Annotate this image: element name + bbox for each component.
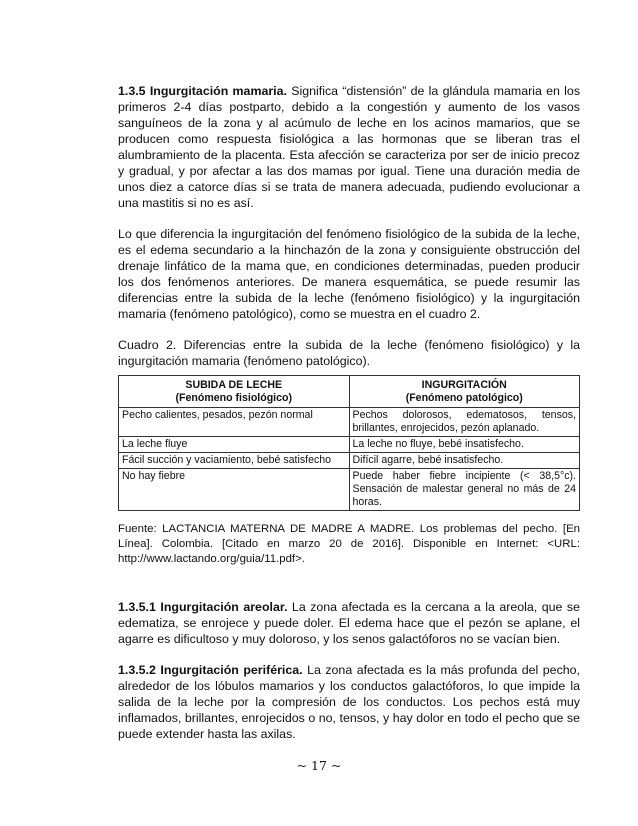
section-heading: 1.3.5 Ingurgitación mamaria. [118,84,287,98]
table-cell: La leche fluye [119,437,350,453]
section-text: Significa “distensión” de la glándula mamaria en los primeros 2-4 días postparto, debido a la congestión y aumento de los vasos sanguíneos de la zona y al acúmulo de leche en los acinos mamarios, que se producen como respuesta fisiológica a las hormonas que se liberan tras el alumbramiento de la placenta. Esta afección se caracteriza por ser de inicio precoz y gradual, y por afectar a las dos mamas por igual. Tiene una duración media de unos diez a catorce días si se trata de manera adecuada, pudiendo evolucionar a una mastitis si no es así. [118,84,581,210]
table-caption: Cuadro 2. Diferencias entre la subida de la leche (fenómeno fisiológico) y la ingurgitación mamaria (fenómeno patológico). [118,338,580,368]
section-1-3-5-2 [118,662,580,742]
column-subtitle: (Fenómeno fisiológico) [175,392,293,404]
column-title: INGURGITACIÓN [421,379,507,391]
section-1-3-5 [118,83,580,211]
comparison-table [118,375,580,511]
table-cell: Difícil agarre, bebé insatisfecho. [349,453,580,469]
table-cell: Pechos dolorosos, edematosos, tensos, brillantes, enrojecidos, pezón aplanado. [349,408,580,437]
section-text: La zona afectada es la cercana a la areola, que se edematiza, se enrojece y puede doler. El edema hace que el pezón se aplane, el agarre es dificultoso y muy doloroso, y los senos galactóforos no se vacían bien. [118,600,580,646]
table-cell: La leche no fluye, bebé insatisfecho. [349,437,580,453]
document-body [118,83,580,742]
section-heading: 1.3.5.1 Ingurgitación areolar. [118,600,288,614]
table-row [119,453,580,469]
column-title: SUBIDA DE LECHE [185,379,283,391]
table-source: Fuente: LACTANCIA MATERNA DE MADRE A MADRE. Los problemas del pecho. [En Línea]. Colombia. [Citado en marzo 20 de 2016]. Disponible en Internet: <URL: http://www.lactando.org/guia/11.pdf>. [118,523,580,565]
table-row [119,469,580,511]
table-row [119,408,580,437]
section-1-3-5-1 [118,599,580,647]
section-text: La zona afectada es la más profunda del pecho, alrededor de los lóbulos mamarios y los conductos galactóforos, lo que impide la salida de la leche por la compresión de los conductos. Los pechos está muy inflamados, brillantes, enrojecidos o no, tensos, y hay dolor en todo el pecho que se puede extender hasta las axilas. [118,663,580,741]
section-heading: 1.3.5.2 Ingurgitación periférica. [118,663,303,677]
table-cell: Fácil succión y vaciamiento, bebé satisfecho [119,453,350,469]
column-header-milk [119,376,350,408]
table-header-row [119,376,580,408]
column-header-engorgement [349,376,580,408]
column-subtitle: (Fenómeno patológico) [405,392,523,404]
table-cell: Pecho calientes, pesados, pezón normal [119,408,350,437]
table-cell: Puede haber fiebre incipiente (< 38,5°c). Sensación de malestar general no más de 24 horas. [349,469,580,511]
table-cell: No hay fiebre [119,469,350,511]
paragraph-difference: Lo que diferencia la ingurgitación del fenómeno fisiológico de la subida de la leche, es el edema secundario a la hinchazón de la zona y consiguiente obstrucción del drenaje linfático de la mama que, en condiciones determinadas, pueden producir los dos fenómenos anteriores. De manera esquemática, se puede resumir las diferencias entre la subida de la leche (fenómeno fisiológico) y la ingurgitación mamaria (fenómeno patológico), como se muestra en el cuadro 2. [118,227,580,321]
table-row [119,437,580,453]
page-number: ~ 17 ~ [296,758,342,773]
